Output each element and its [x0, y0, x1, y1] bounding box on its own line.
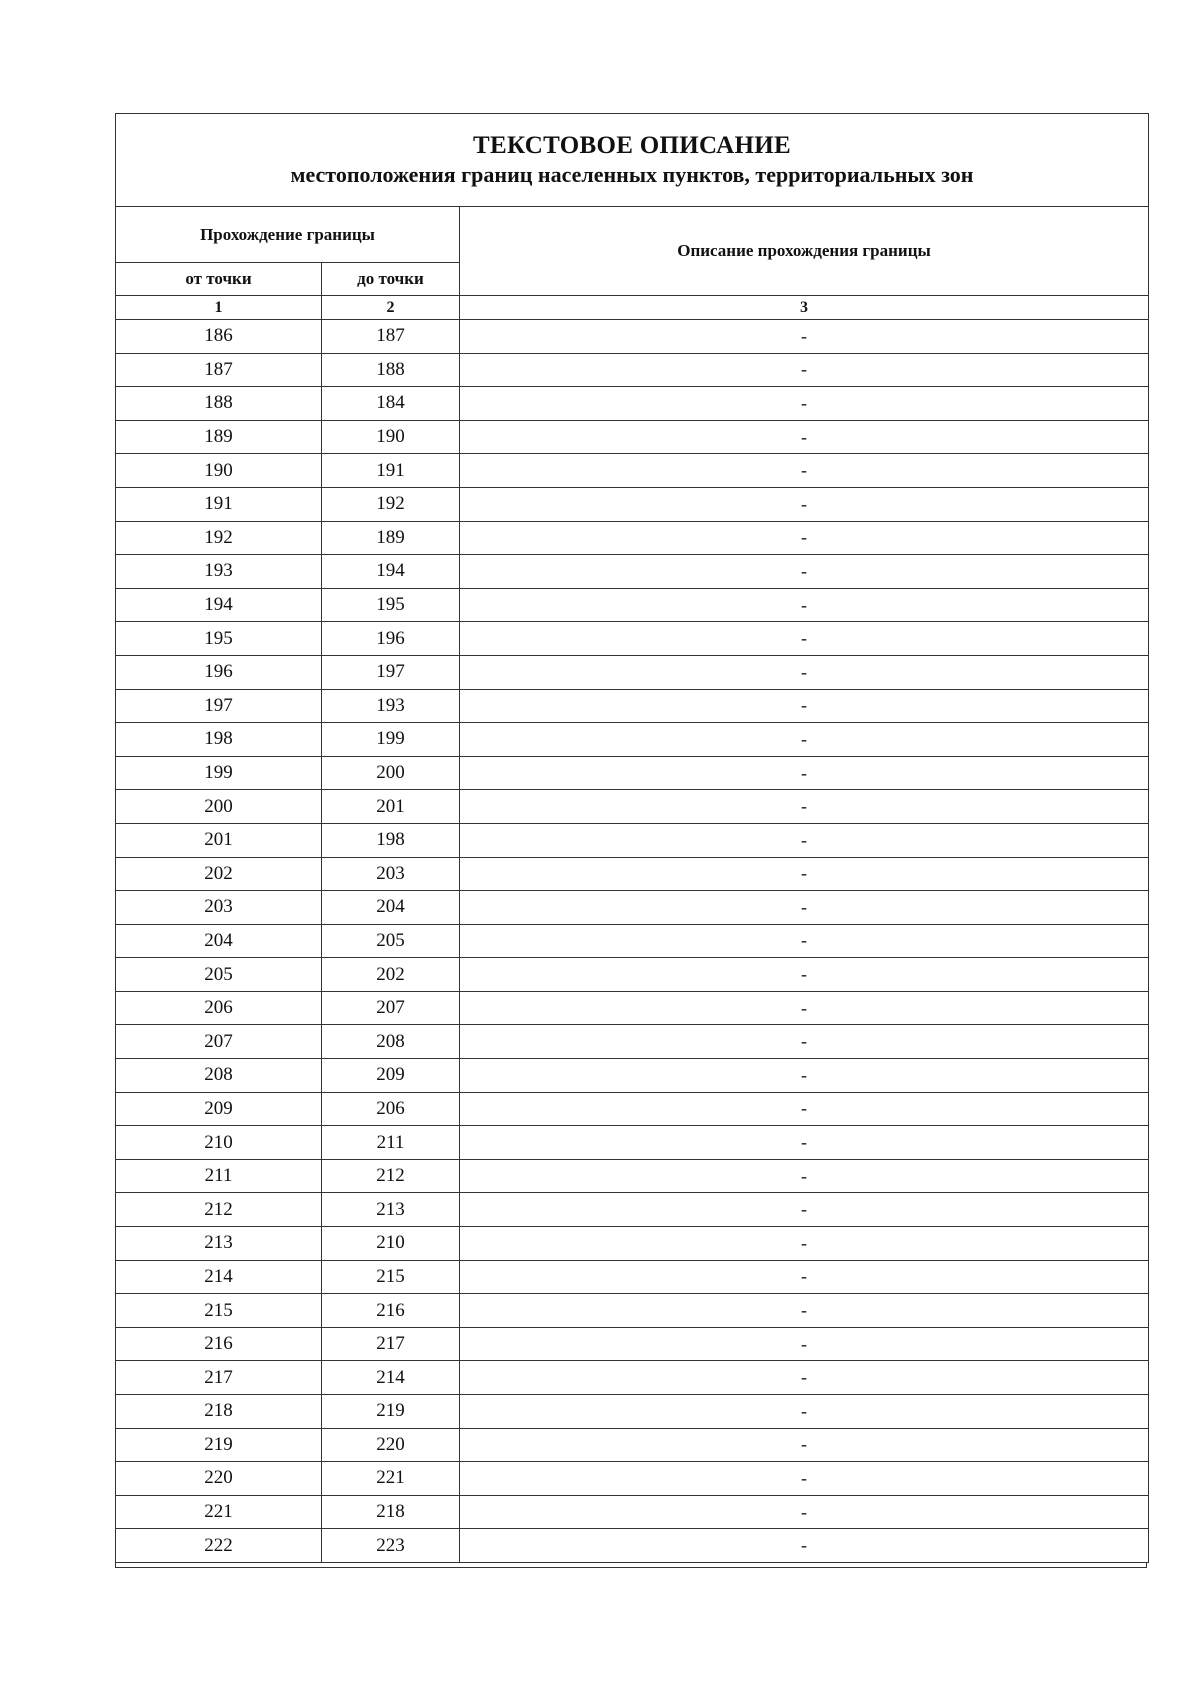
table-header — [116, 114, 1149, 320]
from-point-cell: 220 — [116, 1462, 322, 1496]
from-point-cell: 205 — [116, 958, 322, 992]
from-point-cell: 196 — [116, 655, 322, 689]
table-row — [116, 823, 1149, 857]
to-point-cell: 209 — [322, 1059, 460, 1093]
header-passage: Прохождение границы — [116, 207, 460, 263]
to-point-cell: 192 — [322, 487, 460, 521]
from-point-cell: 215 — [116, 1294, 322, 1328]
table-row — [116, 555, 1149, 589]
to-point-cell: 203 — [322, 857, 460, 891]
table-row — [116, 588, 1149, 622]
description-cell: - — [460, 1227, 1149, 1261]
to-point-cell: 194 — [322, 555, 460, 589]
table-row — [116, 689, 1149, 723]
from-point-cell: 190 — [116, 454, 322, 488]
to-point-cell: 184 — [322, 387, 460, 421]
from-point-cell: 192 — [116, 521, 322, 555]
description-cell: - — [460, 823, 1149, 857]
table-row — [116, 790, 1149, 824]
table-row — [116, 420, 1149, 454]
to-point-cell: 221 — [322, 1462, 460, 1496]
to-point-cell: 195 — [322, 588, 460, 622]
description-cell: - — [460, 1193, 1149, 1227]
table-row — [116, 353, 1149, 387]
to-point-cell: 210 — [322, 1227, 460, 1261]
description-cell: - — [460, 521, 1149, 555]
table-row — [116, 1260, 1149, 1294]
header-col-number-3: 3 — [460, 296, 1149, 320]
to-point-cell: 202 — [322, 958, 460, 992]
table-row — [116, 723, 1149, 757]
from-point-cell: 222 — [116, 1529, 322, 1563]
table-row — [116, 1395, 1149, 1429]
description-cell: - — [460, 487, 1149, 521]
from-point-cell: 211 — [116, 1159, 322, 1193]
from-point-cell: 206 — [116, 991, 322, 1025]
description-cell: - — [460, 991, 1149, 1025]
description-cell: - — [460, 857, 1149, 891]
from-point-cell: 193 — [116, 555, 322, 589]
table-row — [116, 1126, 1149, 1160]
table-row — [116, 1327, 1149, 1361]
table-row — [116, 622, 1149, 656]
description-cell: - — [460, 622, 1149, 656]
to-point-cell: 196 — [322, 622, 460, 656]
description-cell: - — [460, 1495, 1149, 1529]
description-cell: - — [460, 1529, 1149, 1563]
to-point-cell: 189 — [322, 521, 460, 555]
to-point-cell: 199 — [322, 723, 460, 757]
description-cell: - — [460, 320, 1149, 354]
from-point-cell: 203 — [116, 891, 322, 925]
description-cell: - — [460, 454, 1149, 488]
from-point-cell: 202 — [116, 857, 322, 891]
from-point-cell: 195 — [116, 622, 322, 656]
description-cell: - — [460, 891, 1149, 925]
table-row — [116, 1159, 1149, 1193]
to-point-cell: 219 — [322, 1395, 460, 1429]
table-row — [116, 655, 1149, 689]
header-col-number-1: 1 — [116, 296, 322, 320]
from-point-cell: 204 — [116, 924, 322, 958]
from-point-cell: 210 — [116, 1126, 322, 1160]
to-point-cell: 220 — [322, 1428, 460, 1462]
table-row — [116, 924, 1149, 958]
table-row — [116, 1227, 1149, 1261]
table-row — [116, 1294, 1149, 1328]
description-cell: - — [460, 958, 1149, 992]
description-cell: - — [460, 1159, 1149, 1193]
from-point-cell: 221 — [116, 1495, 322, 1529]
to-point-cell: 216 — [322, 1294, 460, 1328]
from-point-cell: 209 — [116, 1092, 322, 1126]
from-point-cell: 217 — [116, 1361, 322, 1395]
table-row — [116, 1193, 1149, 1227]
description-cell: - — [460, 1059, 1149, 1093]
description-cell: - — [460, 1260, 1149, 1294]
description-cell: - — [460, 790, 1149, 824]
to-point-cell: 211 — [322, 1126, 460, 1160]
description-cell: - — [460, 1428, 1149, 1462]
from-point-cell: 216 — [116, 1327, 322, 1361]
table-body — [116, 320, 1149, 1563]
to-point-cell: 200 — [322, 756, 460, 790]
to-point-cell: 205 — [322, 924, 460, 958]
boundary-table — [115, 113, 1149, 1563]
to-point-cell: 218 — [322, 1495, 460, 1529]
table-row — [116, 1092, 1149, 1126]
header-to-point: до точки — [322, 263, 460, 296]
to-point-cell: 190 — [322, 420, 460, 454]
to-point-cell: 201 — [322, 790, 460, 824]
from-point-cell: 199 — [116, 756, 322, 790]
to-point-cell: 215 — [322, 1260, 460, 1294]
to-point-cell: 204 — [322, 891, 460, 925]
header-description: Описание прохождения границы — [460, 207, 1149, 296]
table-row — [116, 387, 1149, 421]
from-point-cell: 194 — [116, 588, 322, 622]
from-point-cell: 198 — [116, 723, 322, 757]
to-point-cell: 208 — [322, 1025, 460, 1059]
table-row — [116, 891, 1149, 925]
description-cell: - — [460, 1025, 1149, 1059]
to-point-cell: 214 — [322, 1361, 460, 1395]
to-point-cell: 187 — [322, 320, 460, 354]
from-point-cell: 191 — [116, 487, 322, 521]
to-point-cell: 198 — [322, 823, 460, 857]
table-row — [116, 991, 1149, 1025]
table-bottom-border — [115, 1563, 1147, 1568]
table-row — [116, 1025, 1149, 1059]
description-cell: - — [460, 689, 1149, 723]
to-point-cell: 212 — [322, 1159, 460, 1193]
description-cell: - — [460, 924, 1149, 958]
table-row — [116, 756, 1149, 790]
from-point-cell: 207 — [116, 1025, 322, 1059]
description-cell: - — [460, 1327, 1149, 1361]
description-cell: - — [460, 1092, 1149, 1126]
description-cell: - — [460, 1361, 1149, 1395]
description-cell: - — [460, 555, 1149, 589]
to-point-cell: 223 — [322, 1529, 460, 1563]
description-cell: - — [460, 1462, 1149, 1496]
from-point-cell: 208 — [116, 1059, 322, 1093]
description-cell: - — [460, 588, 1149, 622]
table-row — [116, 1361, 1149, 1395]
from-point-cell: 189 — [116, 420, 322, 454]
from-point-cell: 218 — [116, 1395, 322, 1429]
table-row — [116, 454, 1149, 488]
description-cell: - — [460, 1294, 1149, 1328]
boundary-description-document — [115, 113, 1148, 1568]
table-row — [116, 1529, 1149, 1563]
from-point-cell: 219 — [116, 1428, 322, 1462]
from-point-cell: 213 — [116, 1227, 322, 1261]
from-point-cell: 200 — [116, 790, 322, 824]
description-cell: - — [460, 387, 1149, 421]
table-row — [116, 1495, 1149, 1529]
to-point-cell: 213 — [322, 1193, 460, 1227]
table-row — [116, 487, 1149, 521]
description-cell: - — [460, 1395, 1149, 1429]
description-cell: - — [460, 353, 1149, 387]
from-point-cell: 186 — [116, 320, 322, 354]
table-row — [116, 320, 1149, 354]
to-point-cell: 206 — [322, 1092, 460, 1126]
header-from-point: от точки — [116, 263, 322, 296]
title-cell — [116, 114, 1149, 207]
description-cell: - — [460, 420, 1149, 454]
to-point-cell: 207 — [322, 991, 460, 1025]
header-col-number-2: 2 — [322, 296, 460, 320]
from-point-cell: 212 — [116, 1193, 322, 1227]
document-subtitle: местоположения границ населенных пунктов, территориальных зон — [290, 162, 974, 187]
to-point-cell: 188 — [322, 353, 460, 387]
from-point-cell: 187 — [116, 353, 322, 387]
to-point-cell: 193 — [322, 689, 460, 723]
description-cell: - — [460, 756, 1149, 790]
table-row — [116, 857, 1149, 891]
from-point-cell: 188 — [116, 387, 322, 421]
to-point-cell: 217 — [322, 1327, 460, 1361]
description-cell: - — [460, 1126, 1149, 1160]
table-row — [116, 1428, 1149, 1462]
table-row — [116, 958, 1149, 992]
table-row — [116, 521, 1149, 555]
to-point-cell: 197 — [322, 655, 460, 689]
from-point-cell: 201 — [116, 823, 322, 857]
from-point-cell: 214 — [116, 1260, 322, 1294]
to-point-cell: 191 — [322, 454, 460, 488]
description-cell: - — [460, 655, 1149, 689]
table-row — [116, 1462, 1149, 1496]
table-row — [116, 1059, 1149, 1093]
document-title: ТЕКСТОВОЕ ОПИСАНИЕ — [473, 132, 791, 159]
description-cell: - — [460, 723, 1149, 757]
from-point-cell: 197 — [116, 689, 322, 723]
